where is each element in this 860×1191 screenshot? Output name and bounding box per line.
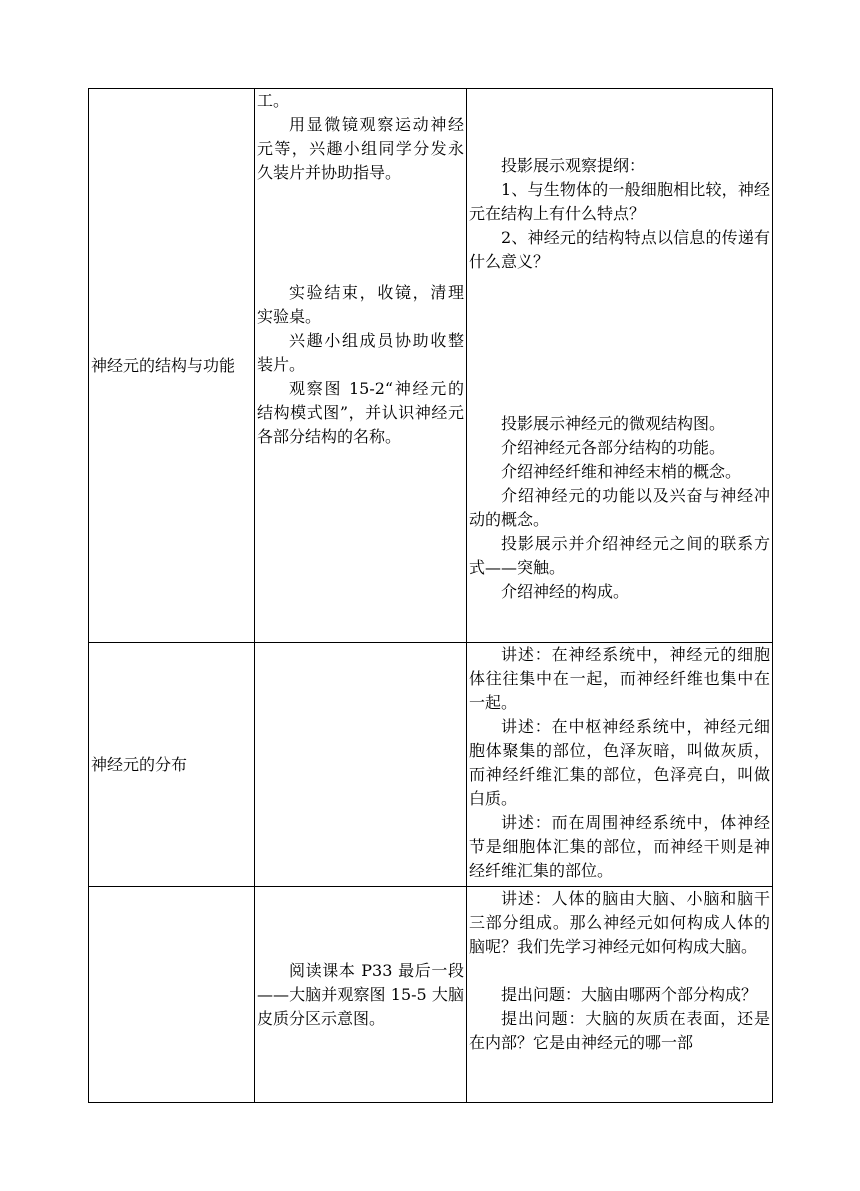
table-row [89,89,773,643]
paragraph: 投影展示并介绍神经元之间的联系方式——突触。 [469,534,770,577]
table-row [89,887,773,1103]
topic-text: 神经元的结构与功能 [91,355,236,375]
paragraph: 讲述：在神经系统中，神经元的细胞体往往集中在一起，而神经纤维也集中在一起。 [469,645,770,712]
lesson-plan-table [88,88,773,1103]
teacher-activity-cell [467,89,773,643]
paragraph: 提出问题：大脑的灰质在表面，还是在内部？它是由神经元的哪一部 [469,1009,770,1052]
topic-cell [89,643,255,887]
paragraph: 介绍神经元各部分结构的功能。 [501,438,726,457]
teacher-activity-cell [467,643,773,887]
paragraph: 讲述：在中枢神经系统中，神经元细胞体聚集的部位，色泽灰暗，叫做灰质，而神经纤维汇集的部位，色泽亮白，叫做白质。 [469,717,770,808]
paragraph: 投影展示神经元的微观结构图。 [501,414,726,433]
topic-text: 神经元的分布 [91,754,188,774]
table-row [89,643,773,887]
paragraph: 工。 [257,91,290,110]
paragraph: 讲述：而在周围神经系统中，体神经节是细胞体汇集的部位，而神经干则是神经纤维汇集的部位。 [469,813,770,880]
paragraph: 提出问题：大脑由哪两个部分构成？ [501,985,758,1004]
teacher-activity-cell [467,887,773,1103]
paragraph: 1、与生物体的一般细胞相比较，神经元在结构上有什么特点？ [469,180,770,223]
paragraph: 投影展示观察提纲： [501,156,646,175]
topic-cell [89,89,255,643]
paragraph: 介绍神经元的功能以及兴奋与神经冲动的概念。 [469,486,770,529]
paragraph: 兴趣小组成员协助收整装片。 [257,331,464,374]
student-activity-cell [255,887,467,1103]
paragraph: 讲述：人体的脑由大脑、小脑和脑干三部分组成。那么神经元如何构成人体的脑呢？我们先学习神经元如何构成大脑。 [469,889,770,956]
paragraph: 介绍神经的构成。 [501,582,630,601]
student-activity-cell [255,643,467,887]
student-activity-cell [255,89,467,643]
paragraph: 介绍神经纤维和神经末梢的概念。 [501,462,742,481]
paragraph: 实验结束，收镜，清理实验桌。 [257,283,464,326]
paragraph: 2、神经元的结构特点以信息的传递有什么意义？ [469,228,770,271]
paragraph: 观察图 15-2“神经元的结构模式图”，并认识神经元各部分结构的名称。 [257,379,464,446]
paragraph: 阅读课本 P33 最后一段——大脑并观察图 15-5 大脑皮质分区示意图。 [257,960,464,1028]
topic-cell [89,887,255,1103]
paragraph: 用显微镜观察运动神经元等，兴趣小组同学分发永久装片并协助指导。 [257,115,464,182]
